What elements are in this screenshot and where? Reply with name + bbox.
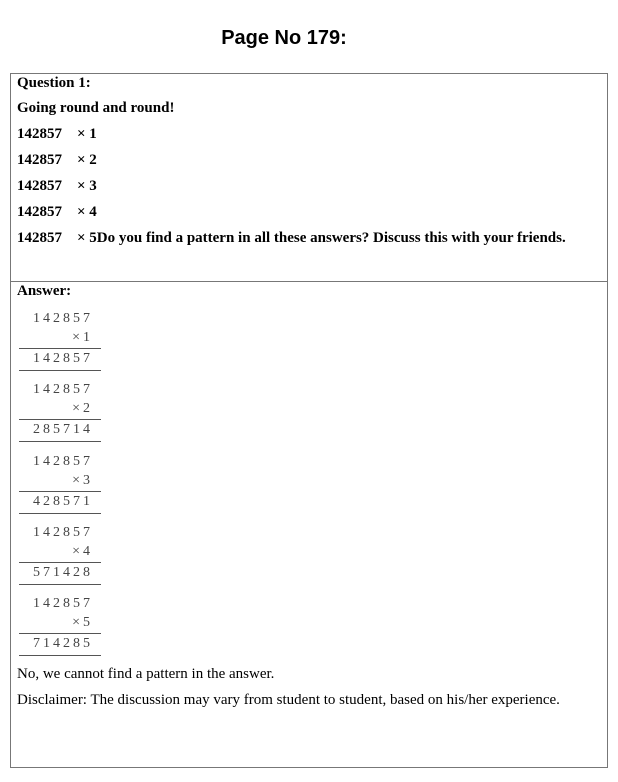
question-number: 142857 <box>17 204 62 220</box>
question-row <box>17 152 97 169</box>
multiplicand: 142857 <box>33 382 93 397</box>
multiplier: ×2 <box>72 401 93 416</box>
multiplicand: 142857 <box>33 525 93 540</box>
multiplication-block <box>19 595 101 659</box>
question-number: 142857 <box>17 126 62 142</box>
answer-label: Answer: <box>17 283 72 299</box>
question-number: 142857 <box>17 230 62 246</box>
underline <box>19 584 101 585</box>
product: 571428 <box>33 565 93 580</box>
product: 285714 <box>33 422 93 437</box>
question-operation: × 5Do you find a pattern in all these answers? Discuss this with your friends. <box>77 230 566 246</box>
product-line <box>19 633 101 634</box>
underline <box>19 513 101 514</box>
answer-conclusion: No, we cannot find a pattern in the answer. <box>17 666 275 682</box>
question-row <box>17 204 97 221</box>
underline <box>19 441 101 442</box>
multiplication-block <box>19 524 101 588</box>
page-title: Page No 179: <box>221 27 347 49</box>
underline <box>19 655 101 656</box>
multiplicand: 142857 <box>33 311 93 326</box>
product: 142857 <box>33 351 93 366</box>
question-row <box>17 126 97 143</box>
section-divider <box>10 281 608 282</box>
multiplication-block <box>19 453 101 517</box>
multiplication-block <box>19 310 101 374</box>
product-line <box>19 491 101 492</box>
product: 428571 <box>33 494 93 509</box>
question-label: Question 1: <box>17 75 91 91</box>
multiplier: ×1 <box>72 330 93 345</box>
multiplier: ×5 <box>72 615 93 630</box>
underline <box>19 370 101 371</box>
multiplier: ×3 <box>72 473 93 488</box>
multiplicand: 142857 <box>33 596 93 611</box>
question-operation: × 3 <box>77 178 97 194</box>
question-heading: Going round and round! <box>17 100 175 116</box>
multiplication-block <box>19 381 101 445</box>
question-row <box>17 230 566 247</box>
product-line <box>19 562 101 563</box>
question-operation: × 4 <box>77 204 97 220</box>
question-number: 142857 <box>17 152 62 168</box>
question-operation: × 2 <box>77 152 97 168</box>
disclaimer-text: Disclaimer: The discussion may vary from student to student, based on his/her experience. <box>17 692 560 708</box>
question-number: 142857 <box>17 178 62 194</box>
question-row <box>17 178 97 195</box>
product: 714285 <box>33 636 93 651</box>
multiplier: ×4 <box>72 544 93 559</box>
product-line <box>19 348 101 349</box>
multiplicand: 142857 <box>33 454 93 469</box>
product-line <box>19 419 101 420</box>
question-operation: × 1 <box>77 126 97 142</box>
